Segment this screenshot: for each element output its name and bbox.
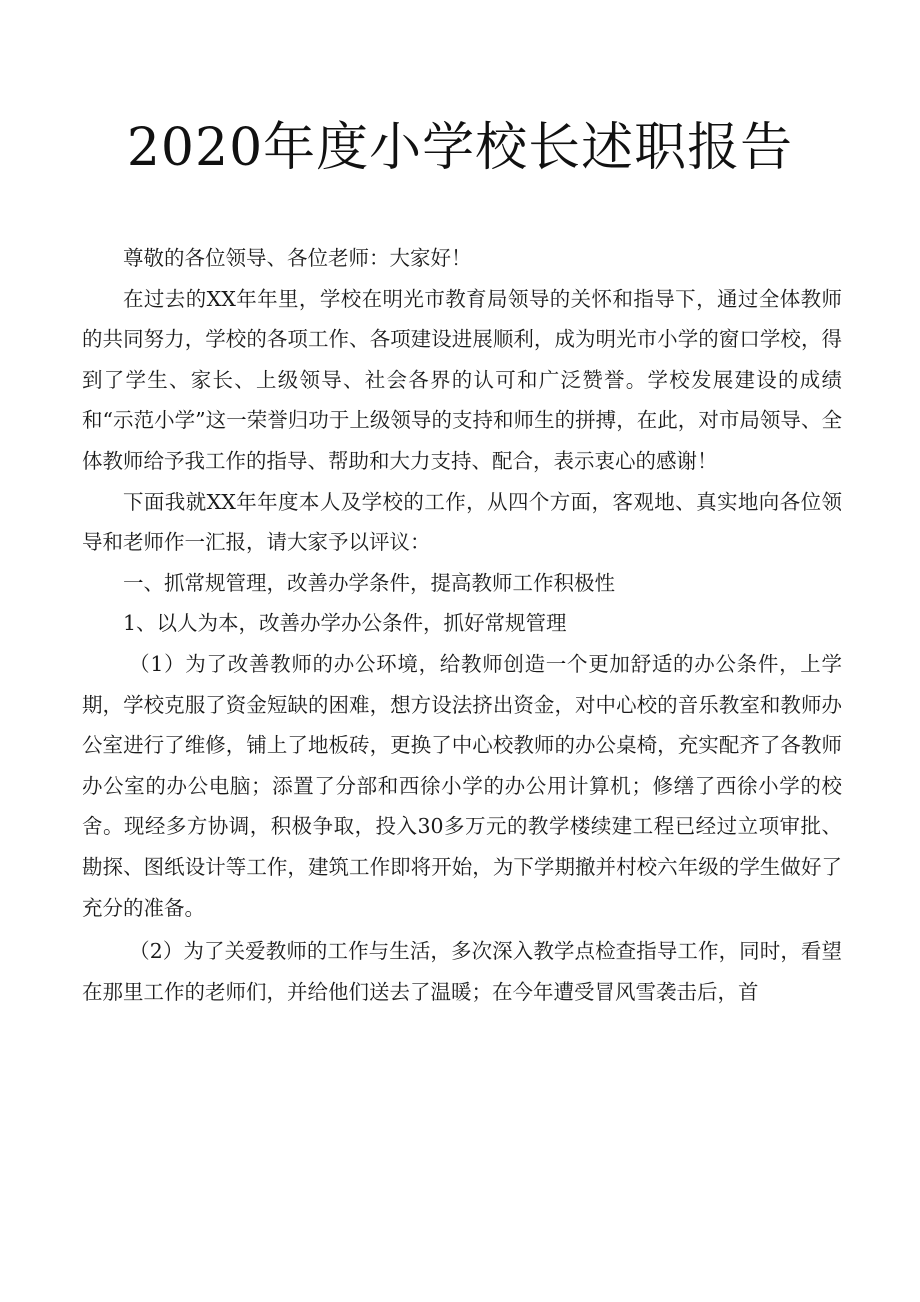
subsection-heading: 1、以人为本，改善办学办公条件，抓好常规管理 [123,611,567,636]
body-paragraph: （1）为了改善教师的办公环境，给教师创造一个更加舒适的办公条件，上学期，学校克服了资金短缺的困难，想方设法挤出资金，对中心校的音乐教室和教师办公室进行了维修，铺上了地板砖，更换了中心校教师的办公桌椅，充实配齐了各教师办公室的办公电脑；添置了分部和西徐小学的办公用计算机；修缮了西徐小学的校舍。现经多方协调，积极争取，投入30多万元的教学楼续建工程已经过立项审批、勘探、图纸设计等工作，建筑工作即将开始，为下学期撤并村校六年级的学生做好了充分的准备。 [82,651,842,920]
document-title: 2020年度小学校长述职报告 [126,118,794,178]
body-paragraph: 下面我就XX年年度本人及学校的工作，从四个方面，客观地、真实地向各位领导和老师作一汇报，请大家予以评议： [82,489,842,555]
document-body [82,238,842,1012]
body-paragraph: 在过去的XX年年里，学校在明光市教育局领导的关怀和指导下，通过全体教师的共同努力，学校的各项工作、各项建设进展顺利，成为明光市小学的窗口学校，得到了学生、家长、上级领导、社会各界的认可和广泛赞誉。学校发展建设的成绩和“示范小学”这一荣誉归功于上级领导的支持和师生的拼搏，在此，对市局领导、全体教师给予我工作的指导、帮助和大力支持、配合，表示衷心的感谢！ [82,286,842,473]
body-paragraph: （2）为了关爱教师的工作与生活，多次深入教学点检查指导工作，同时，看望在那里工作的老师们，并给他们送去了温暖；在今年遭受冒风雪袭击后，首 [82,939,842,1004]
greeting-paragraph: 尊敬的各位领导、各位老师：大家好！ [123,246,472,270]
section-heading: 一、抓常规管理，改善办学条件，提高教师工作积极性 [123,570,615,595]
